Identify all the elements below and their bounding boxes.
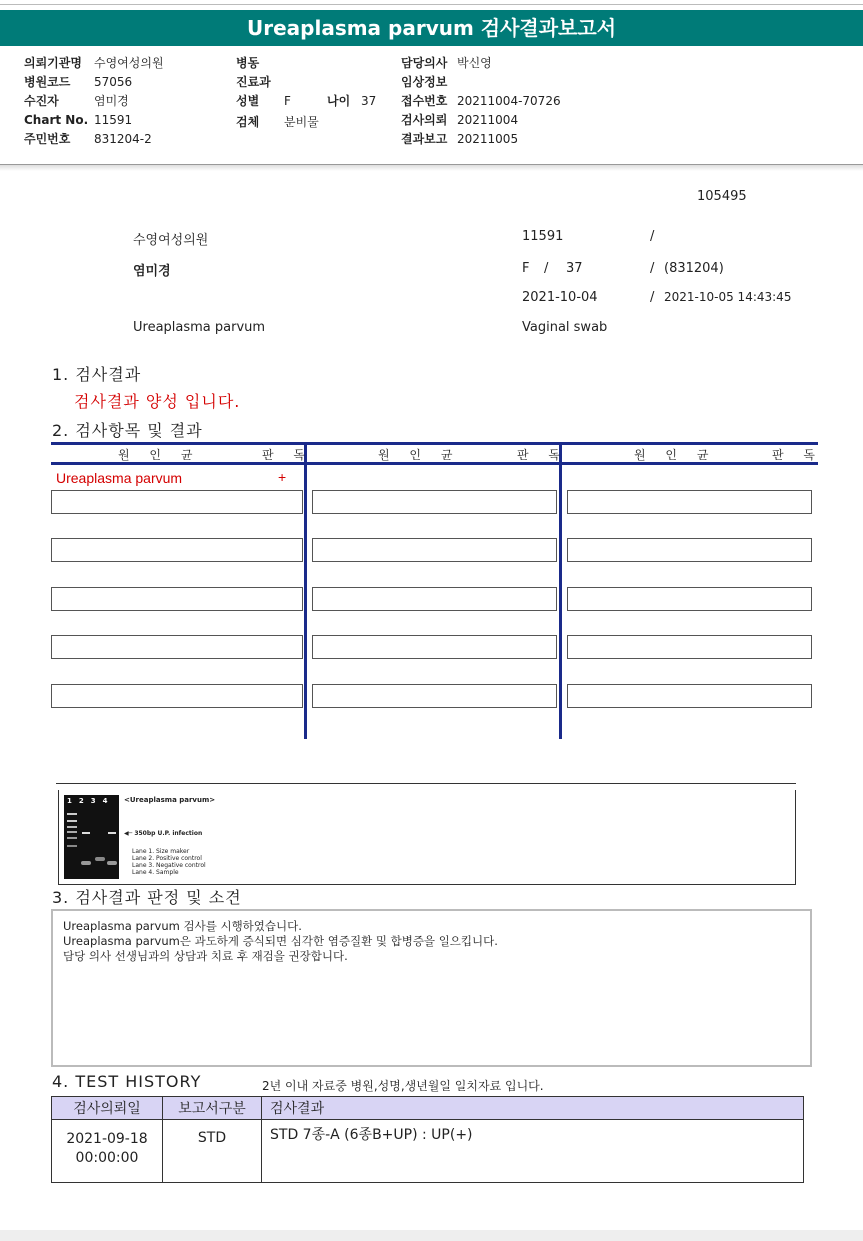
value-hospital: 수영여성의원 xyxy=(94,56,164,70)
result-cell xyxy=(567,490,812,514)
label-hospital: 의뢰기관명 xyxy=(24,56,82,70)
patient-name: 염미경 xyxy=(133,264,171,279)
result-cell xyxy=(51,538,303,562)
receipt-date: 2021-10-04 xyxy=(522,290,598,305)
result-cell xyxy=(567,587,812,611)
chart-number: 11591 xyxy=(522,229,564,244)
report-title: Ureaplasma parvum 검사결과보고서 xyxy=(0,10,863,46)
result-cell xyxy=(567,538,812,562)
section1-heading: 1. 검사결과 xyxy=(52,365,142,384)
history-header-type: 보고서구분 xyxy=(163,1097,262,1120)
header-col-2 xyxy=(236,54,376,132)
history-header-result: 검사결과 xyxy=(262,1097,804,1120)
label-request: 검사의뢰 xyxy=(401,113,448,127)
result-cell xyxy=(567,684,812,708)
hospital-name: 수영여성의원 xyxy=(133,233,209,248)
report-date: 2021-10-05 14:43:45 xyxy=(664,290,792,304)
test-name: Ureaplasma parvum xyxy=(133,320,266,335)
history-row xyxy=(52,1120,804,1183)
value-hospital-code: 57056 xyxy=(94,75,133,89)
header-col-3 xyxy=(401,54,561,149)
gel-legend xyxy=(132,848,206,876)
gel-lane-number: 1 xyxy=(67,797,79,805)
label-report: 결과보고 xyxy=(401,132,448,146)
section2-heading: 2. 검사항목 및 결과 xyxy=(52,421,203,440)
label-specimen: 검체 xyxy=(236,115,260,129)
first-item-name: Ureaplasma parvum xyxy=(56,470,183,486)
value-ssn: 831204-2 xyxy=(94,132,152,146)
header-info xyxy=(0,48,863,165)
history-time: 00:00:00 xyxy=(75,1150,139,1166)
column-divider xyxy=(559,442,562,739)
header-col-1 xyxy=(24,54,164,149)
result-cell xyxy=(312,684,557,708)
col-header-pathogen: 원 인 균 xyxy=(118,448,201,462)
result-cell xyxy=(51,587,303,611)
section4-heading: 4. TEST HISTORY xyxy=(52,1072,202,1091)
gel-lane-number: 2 xyxy=(78,797,91,805)
value-chart: 11591 xyxy=(94,113,133,127)
col-header-judge: 판 독 xyxy=(772,448,823,462)
page-bottom-bar xyxy=(0,1230,863,1241)
gel-title: <Ureaplasma parvum> xyxy=(124,796,216,804)
value-specimen: 분비물 xyxy=(284,115,319,129)
result-cell xyxy=(567,635,812,659)
label-hospital-code: 병원코드 xyxy=(24,75,71,89)
gel-legend-item: Lane 1. Size maker xyxy=(132,848,190,855)
arrow-left-icon: ◀─ xyxy=(124,830,135,837)
gel-lane-number: 3 xyxy=(90,797,103,805)
label-ssn: 주민번호 xyxy=(24,132,71,146)
slash: / xyxy=(544,261,549,276)
value-request: 20211004 xyxy=(457,113,519,127)
opinion-line: Ureaplasma parvum 검사를 시행하였습니다. xyxy=(63,919,302,933)
header-shadow xyxy=(0,165,863,171)
history-date-cell xyxy=(52,1120,163,1183)
history-note: 2년 이내 자료중 병원,성명,생년월일 일치자료 입니다. xyxy=(262,1079,544,1093)
gel-arrow-text: 350bp U.P. infection xyxy=(134,830,203,837)
first-item-result: + xyxy=(278,469,287,485)
result-cell xyxy=(312,538,557,562)
label-ward: 병동 xyxy=(236,56,260,70)
column-divider xyxy=(304,442,307,739)
value-report: 20211005 xyxy=(457,132,519,146)
result-cell xyxy=(312,490,557,514)
result-cell xyxy=(312,635,557,659)
result-summary: 검사결과 양성 입니다. xyxy=(74,392,241,411)
opinion-line: 담당 의사 선생님과의 상담과 치료 후 재검을 권장합니다. xyxy=(63,949,348,963)
gel-lane-numbers xyxy=(67,797,117,805)
label-age: 나이 xyxy=(327,94,351,108)
slash: / xyxy=(650,229,655,244)
gel-electrophoresis-image xyxy=(64,795,119,879)
value-doctor: 박신영 xyxy=(457,56,492,70)
history-header-date: 검사의뢰일 xyxy=(52,1097,163,1120)
label-dept: 진료과 xyxy=(236,75,271,89)
gel-top-rule xyxy=(56,783,796,784)
value-receipt-no: 20211004-70726 xyxy=(457,94,561,108)
patient-birth: (831204) xyxy=(664,261,724,276)
history-table xyxy=(51,1096,804,1183)
col-header-pathogen: 원 인 균 xyxy=(634,448,717,462)
gel-legend-item: Lane 2. Positive control xyxy=(132,855,202,862)
col-header-judge: 판 독 xyxy=(262,448,313,462)
gel-lane-number: 4 xyxy=(102,797,115,805)
history-result: STD 7종-A (6종B+UP) : UP(+) xyxy=(262,1120,804,1183)
result-cell xyxy=(312,587,557,611)
specimen-type: Vaginal swab xyxy=(522,320,608,335)
section3-heading: 3. 검사결과 판정 및 소견 xyxy=(52,888,242,907)
col-header-judge: 판 독 xyxy=(517,448,568,462)
label-receipt-no: 접수번호 xyxy=(401,94,448,108)
history-header-row xyxy=(52,1097,804,1120)
label-patient: 수진자 xyxy=(24,94,59,108)
label-chart: Chart No. xyxy=(24,113,89,127)
result-cell xyxy=(51,490,303,514)
result-cell xyxy=(51,635,303,659)
label-clinical: 임상정보 xyxy=(401,75,448,89)
label-doctor: 담당의사 xyxy=(401,56,448,70)
report-number: 105495 xyxy=(697,189,747,204)
value-patient: 염미경 xyxy=(94,94,129,108)
patient-sex: F xyxy=(522,261,530,276)
table-top-rule xyxy=(51,442,818,445)
slash: / xyxy=(650,290,655,305)
gel-legend-item: Lane 4. Sample xyxy=(132,869,179,876)
value-sex: F xyxy=(284,94,291,108)
col-header-pathogen: 원 인 균 xyxy=(378,448,461,462)
patient-age: 37 xyxy=(566,261,583,276)
history-type: STD xyxy=(163,1120,262,1183)
value-age: 37 xyxy=(361,94,377,108)
gel-legend-item: Lane 3. Negative control xyxy=(132,862,206,869)
history-date: 2021-09-18 xyxy=(66,1131,148,1147)
opinion-line: Ureaplasma parvum은 과도하게 증식되면 심각한 염증질환 및 합병증을 일으킵니다. xyxy=(63,934,498,948)
top-rule xyxy=(0,4,863,5)
result-cell xyxy=(51,684,303,708)
slash: / xyxy=(650,261,655,276)
gel-arrow-label xyxy=(124,830,202,837)
label-sex: 성별 xyxy=(236,94,260,108)
opinion-box xyxy=(51,909,812,1067)
